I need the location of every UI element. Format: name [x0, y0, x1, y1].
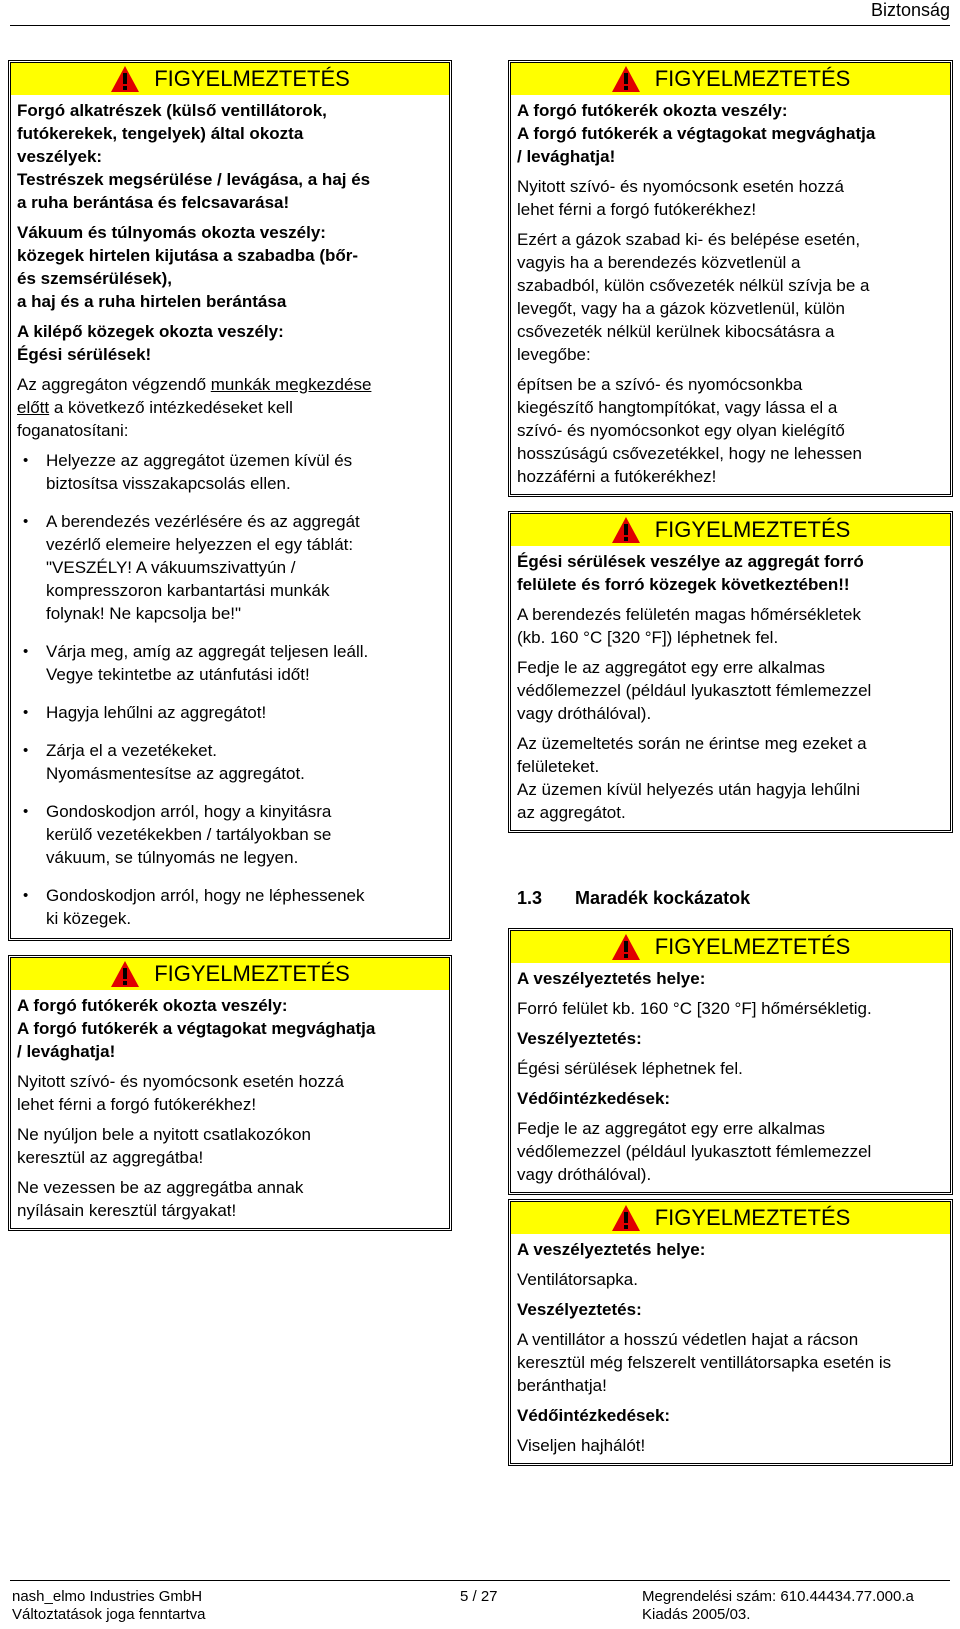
warning-header	[511, 1202, 950, 1234]
warning-box-impeller	[8, 955, 452, 1231]
list-item	[17, 510, 443, 625]
text-line: foganatosítani:	[17, 421, 129, 440]
warning-triangle-icon	[611, 65, 641, 93]
text-line: / levághatja!	[17, 1042, 116, 1061]
warning-label: FIGYELMEZTETÉS	[154, 66, 350, 91]
text-line: / levághatja!	[517, 147, 616, 166]
text-line: vezérlő elemeire helyezzen el egy táblát:	[46, 535, 354, 554]
text-line: Vákuum és túlnyomás okozta veszély:	[17, 223, 326, 242]
text-line: A forgó futókerék a végtagokat megvághatja	[17, 1019, 376, 1038]
field-label: A veszélyeztetés helye:	[517, 969, 706, 988]
text-line: veszélyek:	[17, 147, 103, 166]
text-line: beránthatja!	[517, 1376, 607, 1395]
text-line: • Zárja el a vezetékeket.	[46, 741, 218, 760]
list-item	[17, 701, 443, 724]
left-column	[8, 60, 452, 1231]
text-line: A berendezés felületén magas hőmérsékletek	[517, 605, 861, 624]
text-line: Fedje le az aggregátot egy erre alkalmas	[517, 1119, 826, 1138]
text-line: a ruha berántása és felcsavarása!	[17, 193, 290, 212]
text-line	[17, 396, 443, 419]
text-line: biztosítsa visszakapcsolás ellen.	[46, 474, 291, 493]
field-label: A veszélyeztetés helye:	[517, 1240, 706, 1259]
text-span: Az aggregáton végzendő	[17, 375, 211, 394]
paragraph	[517, 228, 944, 366]
paragraph	[517, 373, 944, 488]
text-line: vagy dróthálóval).	[517, 1165, 652, 1184]
text-line: Égési sérülések veszélye az aggregát forró	[517, 552, 864, 571]
list-item	[17, 739, 443, 785]
text-line: levegőt, vagy ha a gázok közvetlenül, külön	[517, 299, 845, 318]
text-line: vákuum, se túlnyomás ne legyen.	[46, 848, 299, 867]
text-line: • Várja meg, amíg az aggregát teljesen leáll.	[46, 642, 369, 661]
text-line: levegőbe:	[517, 345, 591, 364]
text-line: • Hagyja lehűlni az aggregátot!	[46, 703, 267, 722]
field-label: Veszélyeztetés:	[517, 1029, 642, 1048]
text-line: futókerekek, tengelyek) által okozta	[17, 124, 304, 143]
paragraph	[17, 1070, 443, 1116]
text-line: A kilépő közegek okozta veszély:	[17, 322, 284, 341]
text-line: Testrészek megsérülése / levágása, a haj és	[17, 170, 371, 189]
text-line: hozzáférni a futókerékhez!	[517, 467, 717, 486]
footer-left	[12, 1588, 205, 1624]
text-line: • Gondoskodjon arról, hogy a kinyitásra	[46, 802, 332, 821]
warning-label: FIGYELMEZTETÉS	[654, 934, 851, 959]
warning-triangle-icon	[611, 1204, 641, 1232]
hazard-vacuum	[17, 221, 443, 313]
measures-list	[17, 449, 443, 930]
warning-header	[511, 931, 950, 963]
field-value: Ventilátorsapka.	[517, 1270, 638, 1289]
residual-risks	[508, 928, 953, 1466]
warning-header	[11, 958, 449, 990]
field-value	[517, 1328, 944, 1397]
warning-header	[11, 63, 449, 95]
text-line: kiegészítő hangtompítókat, vagy lássa el a	[517, 398, 838, 417]
field-value	[517, 1117, 944, 1186]
text-line: keresztül még felszerelt ventillátorsapka esetén is	[517, 1353, 892, 1372]
warning-header	[511, 514, 950, 546]
warning-label: FIGYELMEZTETÉS	[154, 961, 350, 986]
header-rule	[10, 25, 950, 26]
text-line: Ne vezessen be az aggregátba annak	[17, 1178, 304, 1197]
text-line: az aggregátot.	[517, 803, 626, 822]
text-line: szívó- és nyomócsonkot egy olyan kielégítő	[517, 421, 845, 440]
paragraph	[517, 175, 944, 221]
header-title: Biztonság	[870, 0, 950, 20]
text-line: ki közegek.	[46, 909, 132, 928]
warning-box-fan-cover	[508, 1199, 953, 1466]
warning-triangle-icon	[110, 65, 140, 93]
section-number: 1.3	[517, 888, 543, 908]
text-line: Vegye tekintetbe az utánfutási időt!	[46, 665, 310, 684]
text-line: A ventillátor a hosszú védetlen hajat a rácson	[517, 1330, 859, 1349]
field-label: Veszélyeztetés:	[517, 1300, 642, 1319]
list-item	[17, 800, 443, 869]
section-title: Maradék kockázatok	[575, 888, 751, 908]
field-label: Védőintézkedések:	[517, 1406, 671, 1425]
footer-order-number: Megrendelési szám: 610.44434.77.000.a	[642, 1588, 914, 1605]
warning-triangle-icon	[611, 933, 641, 961]
text-line: közegek hirtelen kijutása a szabadba (bőr-	[17, 246, 359, 265]
footer-rights: Változtatások joga fenntartva	[12, 1606, 206, 1623]
warning-box-residual-hot-surface	[508, 928, 953, 1195]
text-line: vagyis ha a berendezés közvetlenül a	[517, 253, 801, 272]
text-line: Fedje le az aggregátot egy erre alkalmas	[517, 658, 826, 677]
text-line: A forgó futókerék okozta veszély:	[517, 101, 788, 120]
warning-box-rotating-parts	[8, 60, 452, 941]
text-line: • Gondoskodjon arról, hogy ne léphessenek	[46, 886, 365, 905]
footer-page-number: 5 / 27	[460, 1588, 498, 1605]
text-line: lehet férni a forgó futókerékhez!	[517, 200, 757, 219]
list-item	[17, 640, 443, 686]
paragraph	[517, 732, 944, 824]
field-value: Égési sérülések léphetnek fel.	[517, 1059, 743, 1078]
warning-box-impeller-right	[508, 60, 953, 497]
text-line: a haj és a ruha hirtelen berántása	[17, 292, 287, 311]
underlined-text: előtt	[17, 398, 50, 417]
text-line: A forgó futókerék okozta veszély:	[17, 996, 288, 1015]
footer-company: nash_elmo Industries GmbH	[12, 1588, 203, 1605]
text-line: Nyitott szívó- és nyomócsonk esetén hozzá	[17, 1072, 344, 1091]
section-heading	[517, 888, 750, 909]
warning-label: FIGYELMEZTETÉS	[654, 1205, 851, 1230]
hazard-rotating-parts	[17, 99, 443, 214]
paragraph	[17, 1176, 443, 1222]
text-line: A forgó futókerék a végtagokat megvághatja	[517, 124, 876, 143]
field-value: Viseljen hajhálót!	[517, 1436, 646, 1455]
warning-triangle-icon	[611, 516, 641, 544]
text-span: a következő intézkedéseket kell	[49, 398, 293, 417]
text-line: szabadból, külön csővezeték nélkül szívja be a	[517, 276, 870, 295]
text-line: Az üzemeltetés során ne érintse meg ezeket a	[517, 734, 867, 753]
text-line: kompresszoron karbantartási munkák	[46, 581, 330, 600]
paragraph	[17, 1123, 443, 1169]
text-line: vagy dróthálóval).	[517, 704, 652, 723]
text-line: Ezért a gázok szabad ki- és belépése esetén,	[517, 230, 861, 249]
field-label: Védőintézkedések:	[517, 1089, 671, 1108]
text-line: Az üzemen kívül helyezés után hagyja lehűlni	[517, 780, 861, 799]
text-line: csővezeték nélkül kerülnek kibocsátásra a	[517, 322, 835, 341]
warning-box-hot-surface	[508, 511, 953, 833]
text-line	[17, 373, 443, 396]
text-line: nyílásain keresztül tárgyakat!	[17, 1201, 237, 1220]
text-line: (kb. 160 °C [320 °F]) léphetnek fel.	[517, 628, 779, 647]
text-line: és szemsérülések),	[17, 269, 172, 288]
measures-intro	[17, 373, 443, 442]
list-item	[17, 884, 443, 930]
text-line: hosszúságú csővezetékkel, hogy ne lehessen	[517, 444, 862, 463]
paragraph	[517, 603, 944, 649]
text-line: folynak! Ne kapcsolja be!"	[46, 604, 242, 623]
field-value: Forró felület kb. 160 °C [320 °F] hőmérsékletig.	[517, 999, 872, 1018]
warning-header	[511, 63, 950, 95]
text-line: Ne nyúljon bele a nyitott csatlakozókon	[17, 1125, 311, 1144]
warning-label: FIGYELMEZTETÉS	[654, 517, 851, 542]
text-line: "VESZÉLY! A vákuumszivattyún /	[46, 558, 296, 577]
text-line: építsen be a szívó- és nyomócsonkba	[517, 375, 803, 394]
text-line: keresztül az aggregátba!	[17, 1148, 204, 1167]
hazard-exiting-media	[17, 320, 443, 366]
text-line: kerülő vezetékekben / tartályokban se	[46, 825, 332, 844]
text-line: Nyitott szívó- és nyomócsonk esetén hozzá	[517, 177, 844, 196]
text-line: védőlemezzel (például lyukasztott fémlemezzel	[517, 681, 872, 700]
text-line: • Helyezze az aggregátot üzemen kívül és	[46, 451, 353, 470]
text-line: védőlemezzel (például lyukasztott fémlemezzel	[517, 1142, 872, 1161]
warning-label: FIGYELMEZTETÉS	[654, 66, 851, 91]
text-line: Égési sérülések!	[17, 345, 152, 364]
right-column	[508, 60, 953, 833]
text-line: lehet férni a forgó futókerékhez!	[17, 1095, 257, 1114]
text-line: felületeket.	[517, 757, 600, 776]
text-line: • A berendezés vezérlésére és az aggregát	[46, 512, 360, 531]
warning-triangle-icon	[110, 960, 140, 988]
underlined-text: munkák megkezdése	[210, 375, 372, 394]
footer-rule	[10, 1580, 950, 1581]
text-line: Nyomásmentesítse az aggregátot.	[46, 764, 305, 783]
paragraph	[517, 656, 944, 725]
footer-right	[642, 1588, 914, 1624]
hazard-impeller	[17, 994, 443, 1063]
footer-edition: Kiadás 2005/03.	[642, 1606, 751, 1623]
list-item	[17, 449, 443, 495]
hazard-impeller	[517, 99, 944, 168]
text-line: Forgó alkatrészek (külső ventillátorok,	[17, 101, 327, 120]
text-line: felülete és forró közegek következtében!!	[517, 575, 850, 594]
hazard-burns	[517, 550, 944, 596]
